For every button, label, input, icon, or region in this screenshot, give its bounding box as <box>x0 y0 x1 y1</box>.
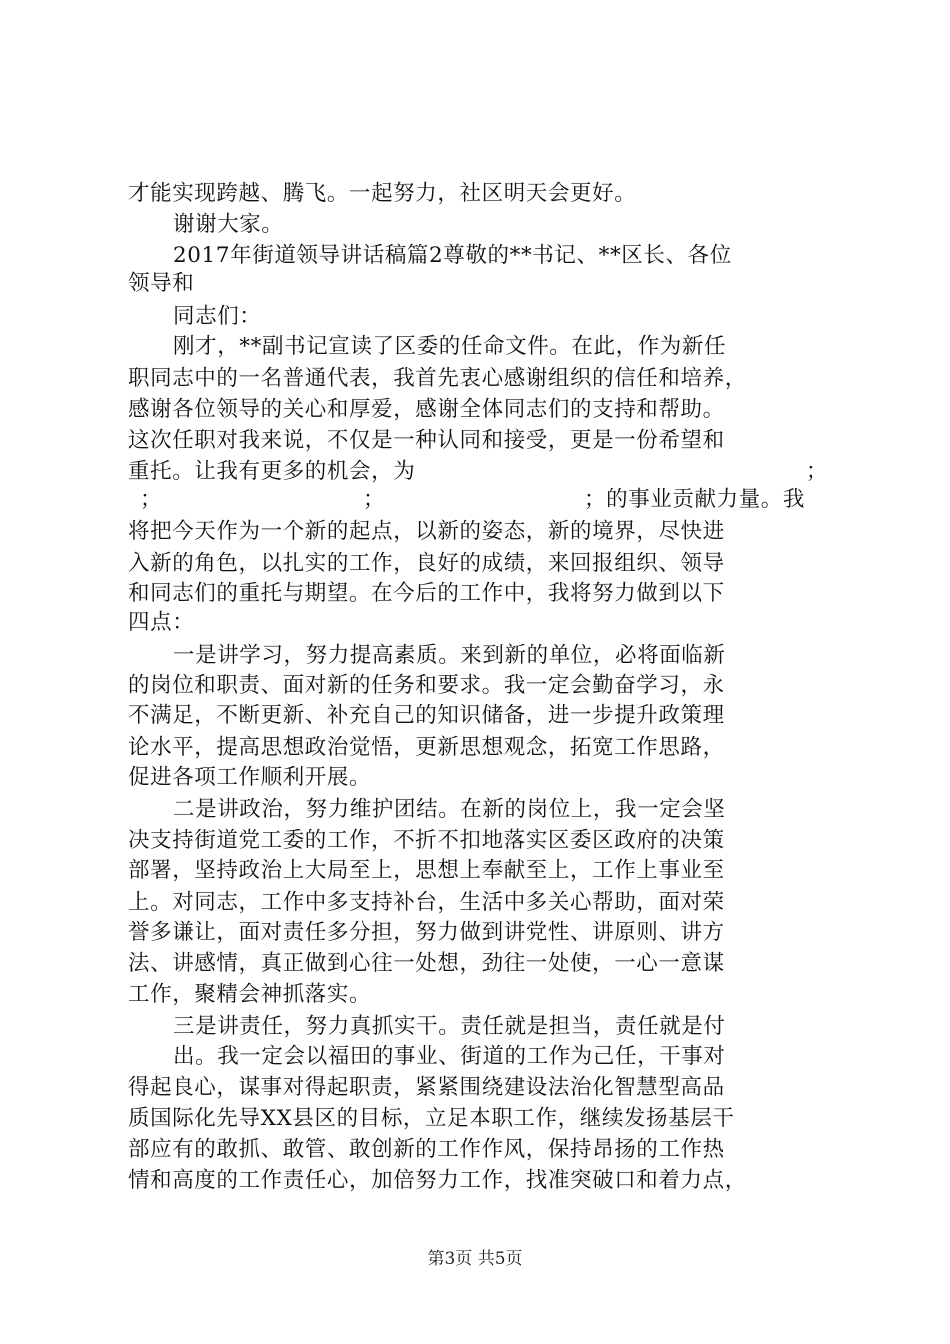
text-line: 促进各项工作顺利开展。 <box>128 765 372 790</box>
text-line: 入新的角色，以扎实的工作，良好的成绩，来回报组织、领导 <box>128 551 725 576</box>
text-segment: ； <box>140 487 163 512</box>
text-line: 的岗位和职责、面对新的任务和要求。我一定会勤奋学习，永 <box>128 673 725 698</box>
text-line: 2017年街道领导讲话稿篇2尊敬的**书记、**区长、各位 <box>173 243 732 268</box>
text-line: 谢谢大家。 <box>173 212 284 237</box>
text-line: 工作，聚精会神抓落实。 <box>128 982 372 1007</box>
page-number-footer: 第3页 共5页 <box>427 1249 523 1269</box>
text-line: 部应有的敢抓、敢管、敢创新的工作作风，保持昂扬的工作热 <box>128 1137 725 1162</box>
text-line: 和同志们的重托与期望。在今后的工作中，我将努力做到以下 <box>128 581 725 606</box>
text-line: 四点： <box>128 610 195 635</box>
text-line: 出。我一定会以福田的事业、街道的工作为己任，干事对 <box>173 1044 726 1069</box>
text-line: 质国际化先导XX县区的目标，立足本职工作，继续发扬基层干 <box>128 1106 735 1131</box>
text-line: 得起良心，谋事对得起职责，紧紧围绕建设法治化智慧型高品 <box>128 1075 725 1100</box>
text-segment: ；的事业贡献力量。我 <box>584 487 806 512</box>
text-line: 三是讲责任，努力真抓实干。责任就是担当，责任就是付 <box>173 1014 726 1039</box>
text-line: 誉多谦让，面对责任多分担，努力做到讲党性、讲原则、讲方 <box>128 920 725 945</box>
text-segment: 重托。让我有更多的机会，为 <box>128 459 416 484</box>
text-line: 上。对同志，工作中多支持补台，生活中多关心帮助，面对荣 <box>128 890 725 915</box>
text-line: 二是讲政治，努力维护团结。在新的岗位上，我一定会坚 <box>173 797 726 822</box>
text-line: 同志们： <box>173 304 262 329</box>
text-line: 感谢各位领导的关心和厚爱，感谢全体同志们的支持和帮助。 <box>128 397 725 422</box>
text-line: 才能实现跨越、腾飞。一起努力，社区明天会更好。 <box>128 181 637 206</box>
text-line: 职同志中的一名普通代表，我首先衷心感谢组织的信任和培养， <box>128 366 747 391</box>
text-line: 情和高度的工作责任心，加倍努力工作，找准突破口和着力点， <box>128 1168 747 1193</box>
text-line: 刚才，**副书记宣读了区委的任命文件。在此，作为新任 <box>173 334 727 359</box>
text-line: 一是讲学习，努力提高素质。来到新的单位，必将面临新 <box>173 643 726 668</box>
text-segment: ； <box>363 487 386 512</box>
text-line: 论水平，提高思想政治觉悟，更新思想观念，拓宽工作思路， <box>128 735 725 760</box>
text-line: 决支持街道党工委的工作，不折不扣地落实区委区政府的决策 <box>128 828 725 853</box>
text-line: 部署，坚持政治上大局至上，思想上奉献至上，工作上事业至 <box>128 858 725 883</box>
text-line: 领导和 <box>128 271 195 296</box>
text-segment: ； <box>805 459 828 484</box>
text-line: 法、讲感情，真正做到心往一处想，劲往一处使，一心一意谋 <box>128 951 725 976</box>
text-line: 将把今天作为一个新的起点，以新的姿态，新的境界，尽快进 <box>128 519 725 544</box>
text-line: 不满足，不断更新、补充自己的知识储备，进一步提升政策理 <box>128 703 725 728</box>
text-line: 这次任职对我来说，不仅是一种认同和接受，更是一份希望和 <box>128 428 725 453</box>
